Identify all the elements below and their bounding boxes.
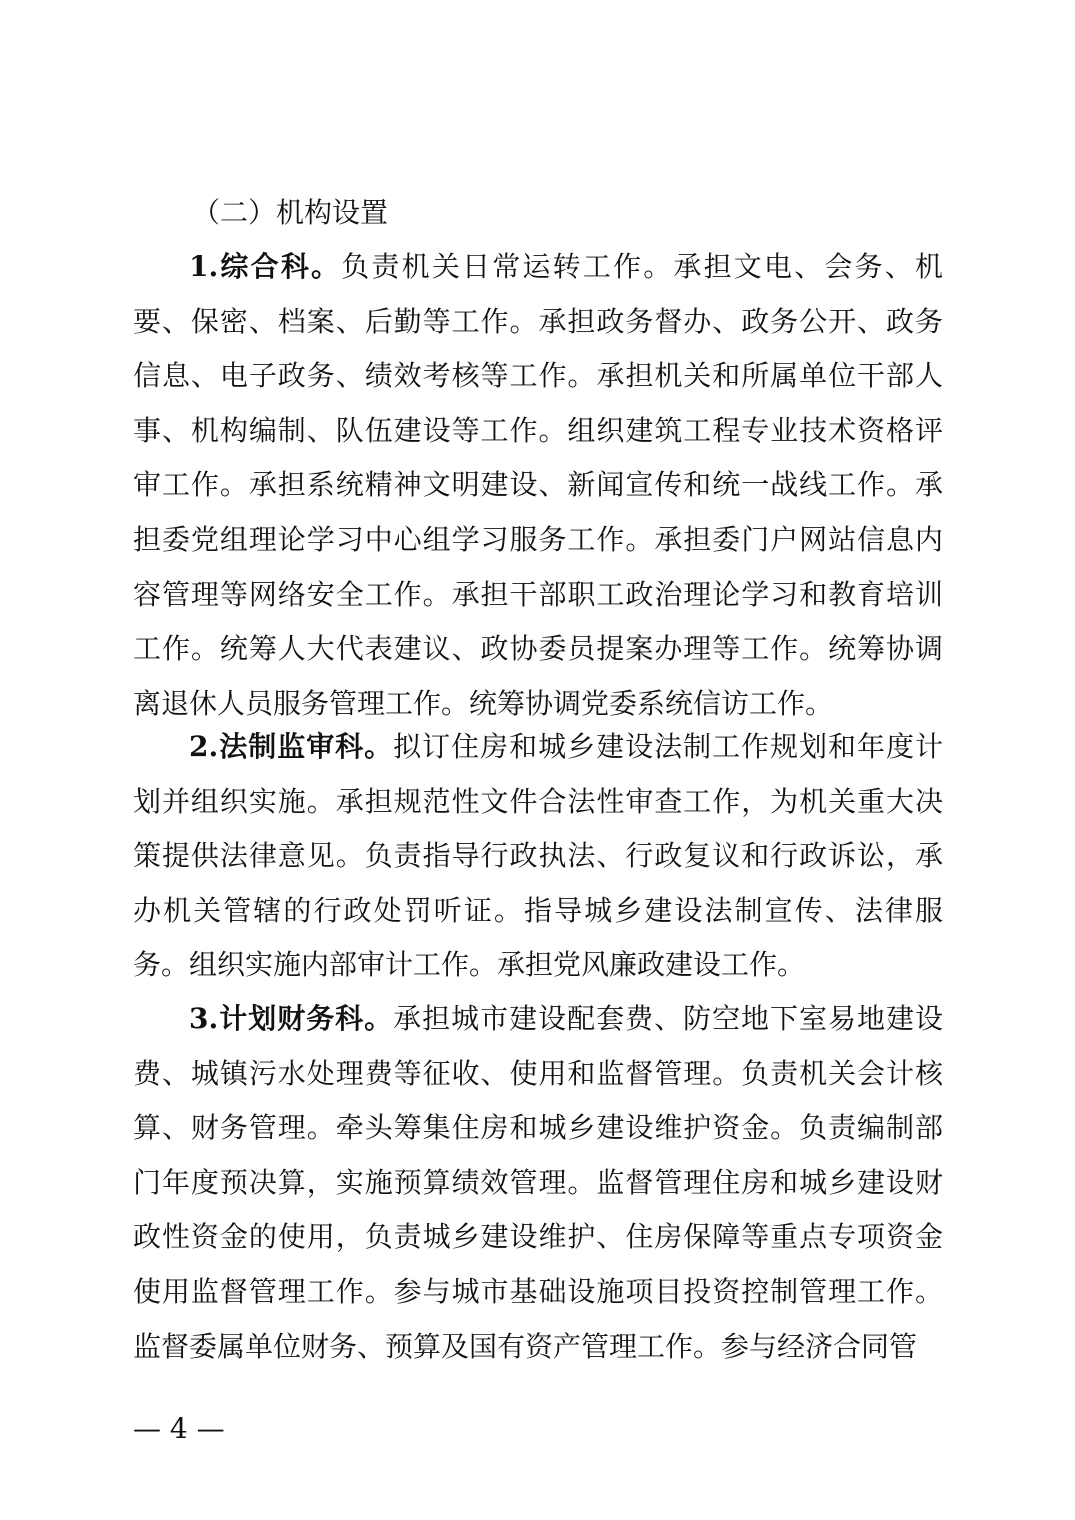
paragraph-lead: 3.计划财务科。 [189, 1002, 394, 1035]
section-heading: （二）机构设置 [192, 196, 389, 229]
paragraph-lead: 2.法制监审科。 [189, 730, 394, 763]
paragraph-general-office [133, 240, 943, 731]
paragraph-body: 负责机关日常运转工作。承担文电、会务、机要、保密、档案、后勤等工作。承担政务督办、政务公开、政务信息、电子政务、绩效考核等工作。承担机关和所属单位干部人事、机构编制、队伍建设等工作。组织建筑工程专业技术资格评审工作。承担系统精神文明建设、新闻宣传和统一战线工作。承担委党组理论学习中心组学习服务工作。承担委门户网站信息内容管理等网络安全工作。承担干部职工政治理论学习和教育培训工作。统筹人大代表建议、政协委员提案办理等工作。统筹协调离退休人员服务管理工作。统筹协调党委系统信访工作。 [133, 250, 943, 720]
page-number: — 4 — [133, 1412, 225, 1445]
paragraph-planning-finance [133, 992, 943, 1374]
paragraph-body: 拟订住房和城乡建设法制工作规划和年度计划并组织实施。承担规范性文件合法性审查工作，为机关重大决策提供法律意见。负责指导行政执法、行政复议和行政诉讼，承办机关管辖的行政处罚听证。指导城乡建设法制宣传、法律服务。组织实施内部审计工作。承担党风廉政建设工作。 [133, 730, 943, 982]
paragraph-body: 承担城市建设配套费、防空地下室易地建设费、城镇污水处理费等征收、使用和监督管理。负责机关会计核算、财务管理。牵头筹集住房和城乡建设维护资金。负责编制部门年度预决算，实施预算绩效管理。监督管理住房和城乡建设财政性资金的使用，负责城乡建设维护、住房保障等重点专项资金使用监督管理工作。参与城市基础设施项目投资控制管理工作。监督委属单位财务、预算及国有资产管理工作。参与经济合同管 [133, 1002, 943, 1363]
paragraph-lead: 1.综合科。 [189, 250, 342, 283]
paragraph-legal-audit [133, 720, 943, 993]
